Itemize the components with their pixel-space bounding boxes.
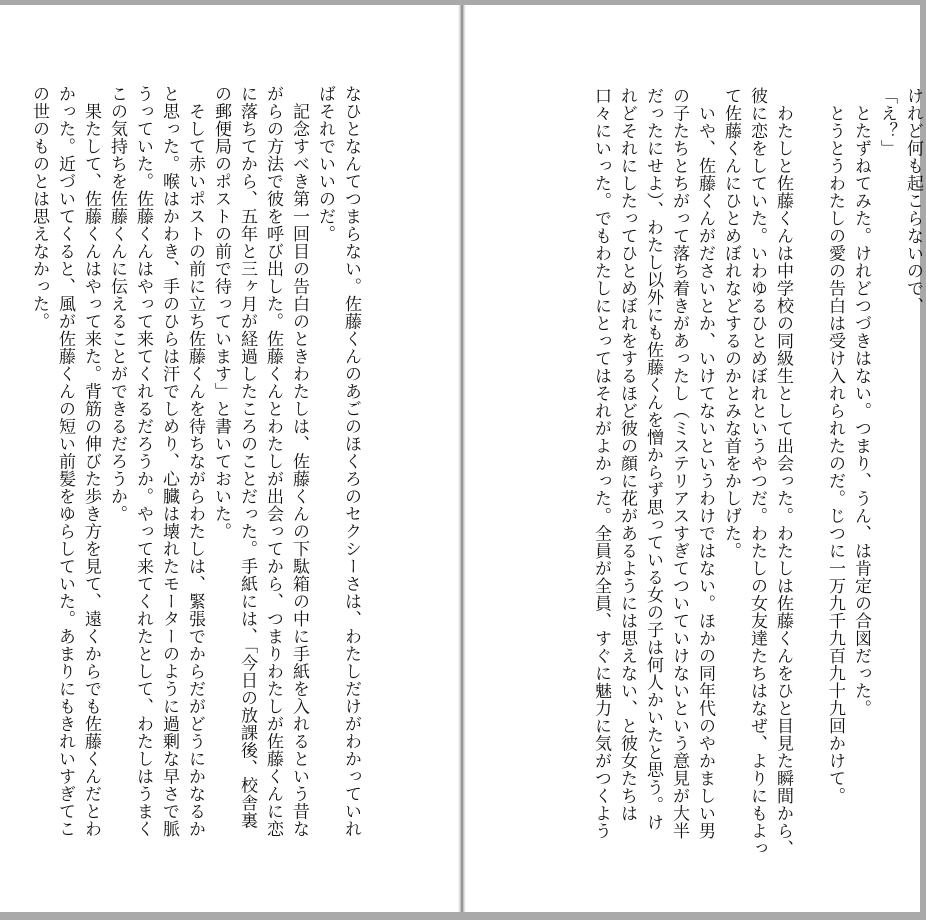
text-line: と思った。喉はかわき、手のひらは汗でしめり、心臓は壊れたモーターのように過剰な早さで脈 bbox=[159, 85, 179, 838]
text-line: とたずねてみた。けれどつづきはない。つまり、うん、は肯定の合図だった。 bbox=[851, 87, 871, 717]
text-line: だったにせよ）、わたし以外にも佐藤くんを憎からず思っている女の子は何人かいたと思う。け bbox=[643, 87, 663, 831]
left-page bbox=[0, 5, 458, 912]
text-line: の世のものとは思えなかった。 bbox=[29, 85, 49, 330]
text-line: の子たちとちがって落ち着きがあったし（ミステリアスすぎてついていけないという意見が大半 bbox=[669, 87, 689, 840]
text-line: かった。近づいてくると、風が佐藤くんの短い前髪をゆらしていた。あまりにもきれいすぎてこ bbox=[55, 85, 75, 838]
text-line: 口々にいった。でもわたしにとってはそれがよかった。全員が全員、すぐに魅力に気がつくよう bbox=[591, 87, 611, 840]
text-line: とうとうわたしの愛の告白は受け入れられたのだ。じつに一万九千九百九十九回かけて。 bbox=[825, 87, 845, 805]
right-page-text bbox=[588, 87, 926, 857]
text-line: て佐藤くんにひとめぼれなどするのかとみな首をかしげた。 bbox=[721, 87, 741, 560]
text-line: がらの方法で彼を呼び出した。佐藤くんとわたしが出会ってから、つまりわたしが佐藤くんに恋 bbox=[263, 85, 283, 838]
left-page-text bbox=[26, 85, 364, 838]
text-line: そして赤いポストの前に立ち佐藤くんを待ちながらわたしは、緊張でからだがどうにかなるか bbox=[185, 85, 205, 838]
text-line: れどそれにしたってひとめぼれをするほど彼の顔に花があるようには思えない、と彼女たちは bbox=[617, 87, 637, 822]
text-line: 記念すべき第一回目の告白のときわたしは、佐藤くんの下駄箱の中に手紙を入れるという昔な bbox=[289, 85, 309, 838]
text-line: 果たして、佐藤くんはやって来た。背筋の伸びた歩き方を見て、遠くからでも佐藤くんだとわ bbox=[81, 85, 101, 838]
text-line: この気持ちを佐藤くんに伝えることができるだろうか。 bbox=[107, 85, 127, 523]
text-line: ばそれでいいのだ。 bbox=[315, 85, 335, 243]
text-line: に落ちてから、五年と三ヶ月が経過したころのことだった。手紙には、「今日の放課後、校舎裏 bbox=[237, 85, 257, 829]
text-line: いや、佐藤くんがださいとか、いけてないというわけではない。ほかの同年代のやかましい男 bbox=[695, 87, 715, 840]
text-line: 「え？」 bbox=[877, 87, 897, 157]
page-gutter bbox=[458, 5, 466, 912]
text-line: けれど何も起こらないので、 bbox=[903, 87, 923, 315]
right-page bbox=[466, 5, 923, 912]
text-line: なひとなんてつまらない。佐藤くんのあごのほくろのセクシーさは、わたしだけがわかっていれ bbox=[341, 85, 361, 838]
viewer-frame-bottom bbox=[0, 912, 920, 920]
text-line: わたしと佐藤くんは中学校の同級生として出会った。わたしは佐藤くんをひと目見た瞬間から、 bbox=[773, 87, 793, 857]
text-line bbox=[796, 87, 822, 857]
text-line: うっていた。佐藤くんはやって来てくれるだろうか。やって来てくれたとして、わたしはうまく bbox=[133, 85, 153, 838]
text-line: 彼に恋をしていた。いわゆるひとめぼれというやつだ。わたしの女友達たちはなぜ、よりにもよっ bbox=[747, 87, 767, 857]
text-line: の郵便局のポストの前で待っています」と書いておいた。 bbox=[211, 85, 231, 540]
